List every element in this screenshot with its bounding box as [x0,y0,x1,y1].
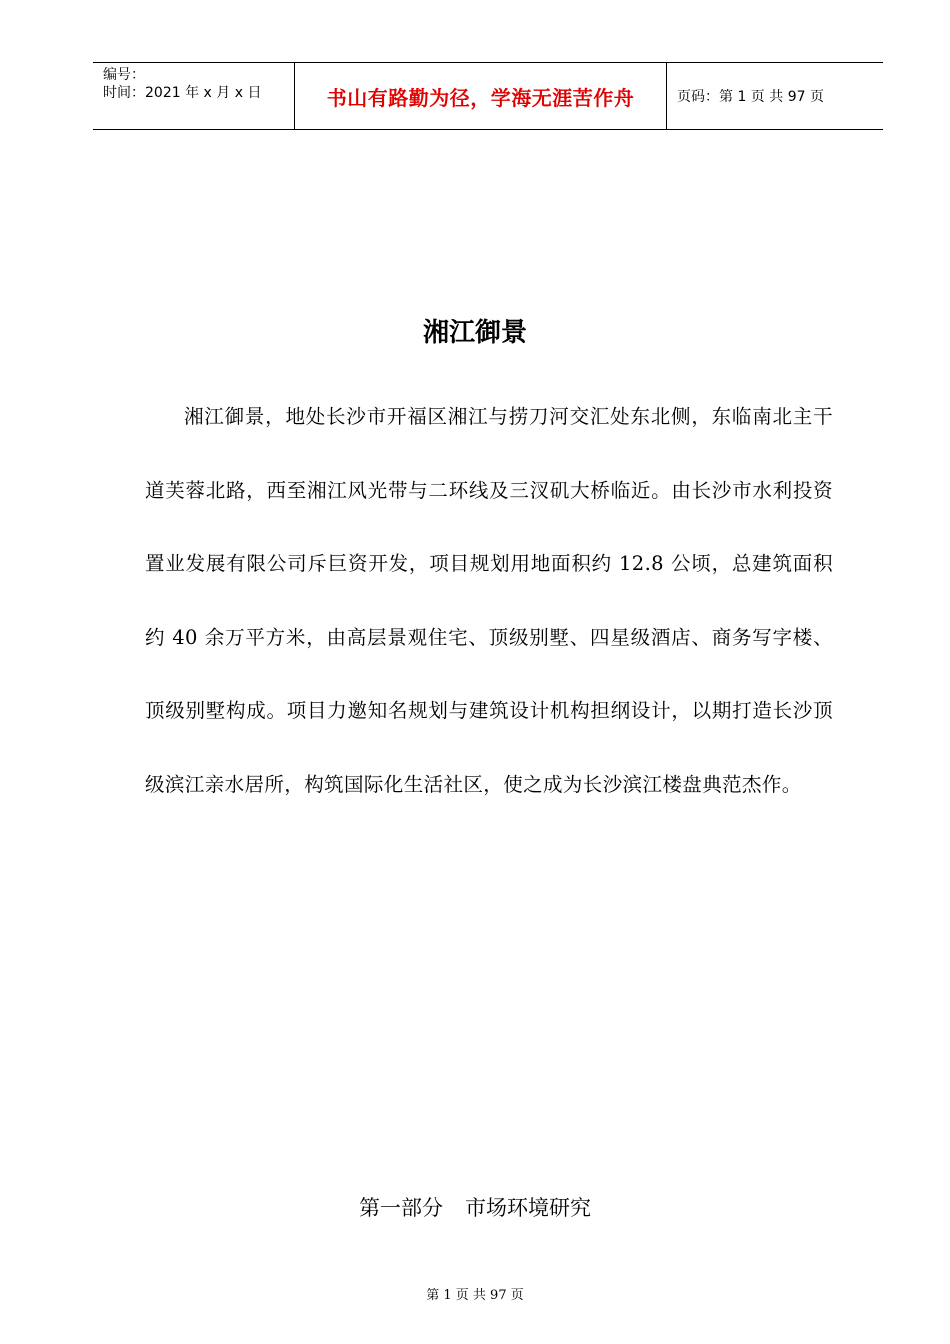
document-title: 湘江御景 [422,318,527,348]
date-label: 时间：2021 年 x 月 x 日 [103,85,262,101]
section-title: 市场环境研究 [465,1196,591,1220]
section-part-label: 第一部分 [359,1196,443,1220]
serial-label: 编号： [103,67,145,83]
header-page-info: 页码：第 1 页 共 97 页 [677,89,824,105]
document-paragraph: 湘江御景，地处长沙市开福区湘江与捞刀河交汇处东北侧，东临南北主干道芙蓉北路，西至湘江风光带与二环线及三汊矶大桥临近。由长沙市水利投资置业发展有限公司斥巨资开发，项目规划用地面积约 12.8 公顷，总建筑面积约 40 余万平方米，由高层景观住宅、顶级别墅、四星级酒店、商务写字楼、顶级别墅构成。项目力邀知名规划与建筑设计机构担纲设计，以期打造长沙顶级滨江亲水居所，构筑国际化生活社区，使之成为长沙滨江楼盘典范杰作。 [145,405,833,796]
page-header [93,62,883,130]
page-footer: 第 1 页 共 97 页 [426,1288,524,1303]
section-heading [0,1188,950,1228]
header-motto-cell [295,63,667,129]
header-motto: 书山有路勤为径，学海无涯苦作舟 [326,85,635,110]
header-page-cell [667,63,883,129]
header-meta-cell [93,63,295,129]
